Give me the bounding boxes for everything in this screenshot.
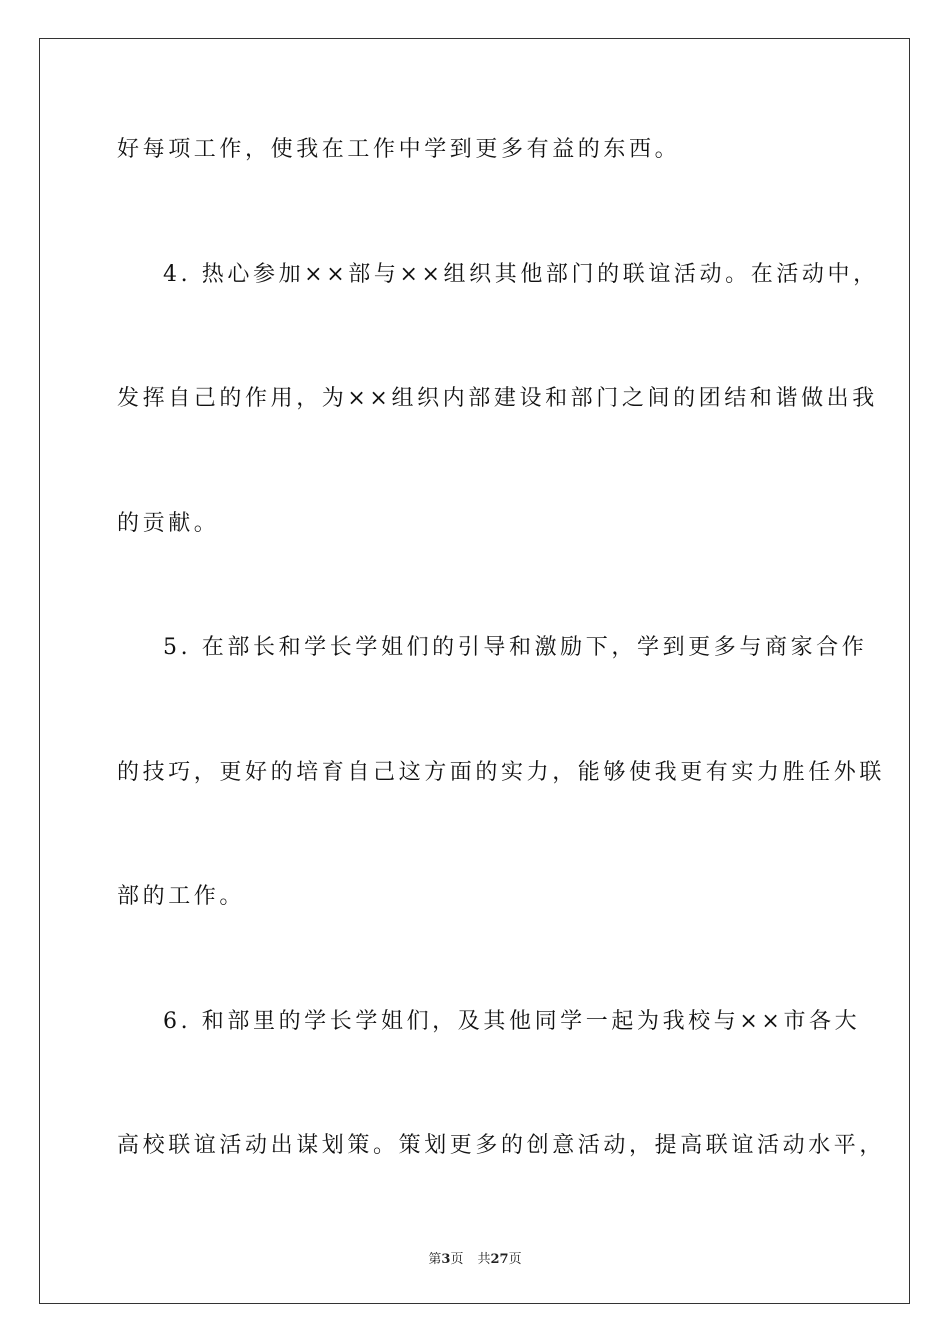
text-line-7: 部的工作。 — [117, 884, 246, 909]
footer-total-prefix: 共 — [477, 1252, 491, 1267]
text-line-4: 的贡献。 — [117, 511, 220, 536]
text-line-9: 高校联谊活动出谋划策。策划更多的创意活动，提高联谊活动水平， — [117, 1133, 886, 1158]
text-line-1: 好每项工作，使我在工作中学到更多有益的东西。 — [117, 137, 681, 162]
page-border — [39, 38, 910, 1304]
footer-total-number: 27 — [490, 1252, 509, 1267]
text-line-2: 4. 热心参加××部与××组织其他部门的联谊活动。在活动中， — [163, 262, 879, 287]
text-line-3: 发挥自己的作用，为××组织内部建设和部门之间的团结和谐做出我 — [117, 386, 878, 411]
text-line-6: 的技巧，更好的培育自己这方面的实力，能够使我更有实力胜任外联 — [117, 760, 886, 785]
text-line-5: 5. 在部长和学长学姐们的引导和激励下，学到更多与商家合作 — [163, 635, 868, 660]
footer-page-prefix: 第 — [428, 1252, 442, 1267]
text-line-8: 6. 和部里的学长学姐们，及其他同学一起为我校与××市各大 — [163, 1009, 861, 1034]
footer-total-suffix: 页 — [508, 1252, 522, 1267]
footer-page-number: 3 — [441, 1252, 451, 1267]
footer-page-suffix: 页 — [450, 1252, 464, 1267]
page-footer — [0, 1248, 950, 1267]
